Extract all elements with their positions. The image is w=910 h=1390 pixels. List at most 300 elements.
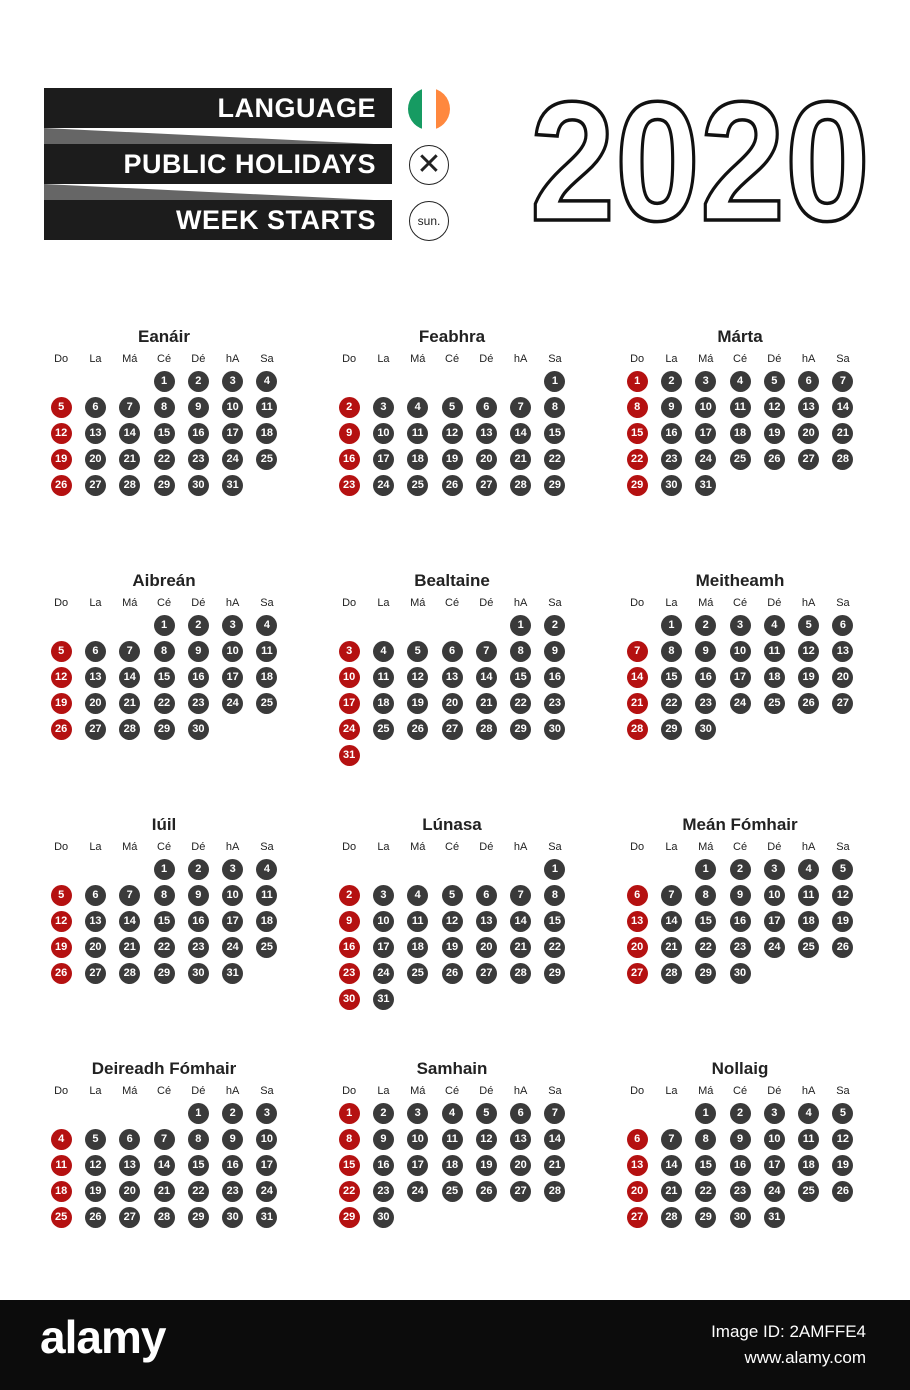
- weekday-label: Má: [122, 841, 138, 853]
- empty-cell: [78, 856, 112, 882]
- day: 13: [798, 397, 819, 418]
- day: 17: [222, 667, 243, 688]
- empty-cell: [654, 856, 688, 882]
- day: 11: [798, 1129, 819, 1150]
- day: 7: [510, 397, 531, 418]
- weekday-label: La: [665, 353, 678, 365]
- day: 20: [510, 1155, 531, 1176]
- weekday-label: Má: [122, 597, 138, 609]
- weekday-header: [44, 594, 284, 612]
- month-title: Aibreán: [132, 571, 196, 590]
- sunday-day: 24: [339, 719, 360, 740]
- sunday-day: 10: [339, 667, 360, 688]
- empty-cell: [469, 368, 503, 394]
- day: 20: [85, 937, 106, 958]
- weekday-header: [44, 1082, 284, 1100]
- day: 20: [119, 1181, 140, 1202]
- day: 1: [510, 615, 531, 636]
- day: 11: [407, 911, 428, 932]
- day: 27: [85, 719, 106, 740]
- day: 27: [85, 963, 106, 984]
- weekday-label: hA: [801, 597, 816, 609]
- day: 30: [730, 963, 751, 984]
- weekday-label: hA: [513, 1085, 528, 1097]
- day: 16: [188, 911, 209, 932]
- day: 25: [764, 693, 785, 714]
- day: 19: [85, 1181, 106, 1202]
- day: 2: [188, 371, 209, 392]
- month-title: Nollaig: [711, 1059, 769, 1078]
- month-block: [44, 570, 284, 742]
- day: 21: [661, 937, 682, 958]
- day: 18: [373, 693, 394, 714]
- day: 16: [188, 667, 209, 688]
- day: 2: [188, 615, 209, 636]
- day: 25: [730, 449, 751, 470]
- days-grid: [44, 1100, 284, 1230]
- month-title: Meán Fómhair: [682, 815, 798, 834]
- weekday-label: La: [665, 841, 678, 853]
- weekday-header: [332, 594, 572, 612]
- empty-cell: [366, 612, 400, 638]
- day: 1: [661, 615, 682, 636]
- day: 22: [661, 693, 682, 714]
- empty-cell: [44, 368, 78, 394]
- day: 30: [188, 963, 209, 984]
- day: 10: [373, 911, 394, 932]
- day: 24: [373, 963, 394, 984]
- sunday-day: 12: [51, 911, 72, 932]
- day: 14: [832, 397, 853, 418]
- day: 10: [764, 885, 785, 906]
- day: 21: [119, 693, 140, 714]
- day: 11: [256, 885, 277, 906]
- day: 6: [119, 1129, 140, 1150]
- day: 12: [798, 641, 819, 662]
- day: 23: [188, 937, 209, 958]
- day: 3: [373, 397, 394, 418]
- day: 28: [544, 1181, 565, 1202]
- day: 18: [798, 1155, 819, 1176]
- day: 18: [256, 667, 277, 688]
- day: 5: [832, 1103, 853, 1124]
- day: 28: [661, 963, 682, 984]
- weekday-label: Cé: [733, 1085, 748, 1097]
- weekday-label: hA: [513, 597, 528, 609]
- weekday-label: Dé: [479, 841, 494, 853]
- weekday-header: [620, 594, 860, 612]
- sunday-day: 11: [51, 1155, 72, 1176]
- day: 26: [476, 1181, 497, 1202]
- sunday-day: 25: [51, 1207, 72, 1228]
- weekday-label: Má: [698, 1085, 714, 1097]
- day: 5: [407, 641, 428, 662]
- weekday-header: [44, 838, 284, 856]
- day: 24: [256, 1181, 277, 1202]
- day: 4: [256, 615, 277, 636]
- month-title: Iúil: [151, 815, 177, 834]
- day: 9: [730, 885, 751, 906]
- day: 22: [154, 693, 175, 714]
- month-title: Eanáir: [138, 327, 190, 346]
- day: 11: [407, 423, 428, 444]
- day: 18: [407, 937, 428, 958]
- sunday-day: 28: [627, 719, 648, 740]
- empty-cell: [620, 1100, 654, 1126]
- day: 26: [442, 963, 463, 984]
- day: 12: [764, 397, 785, 418]
- day: 1: [544, 371, 565, 392]
- day: 29: [544, 963, 565, 984]
- day: 9: [544, 641, 565, 662]
- day: 17: [256, 1155, 277, 1176]
- weekday-label: Do: [342, 1085, 357, 1097]
- empty-cell: [78, 368, 112, 394]
- day: 22: [544, 937, 565, 958]
- days-grid: [620, 612, 860, 742]
- day: 7: [544, 1103, 565, 1124]
- empty-cell: [503, 856, 537, 882]
- day: 19: [832, 911, 853, 932]
- day: 1: [154, 615, 175, 636]
- sunday-day: 17: [339, 693, 360, 714]
- month-block: [620, 814, 860, 986]
- day: 18: [407, 449, 428, 470]
- day: 24: [407, 1181, 428, 1202]
- sunday-day: 3: [339, 641, 360, 662]
- day: 31: [222, 475, 243, 496]
- weekday-label: Do: [342, 597, 357, 609]
- weekday-label: Dé: [767, 1085, 782, 1097]
- sunday-day: 26: [51, 475, 72, 496]
- sunday-day: 27: [627, 963, 648, 984]
- day: 10: [222, 641, 243, 662]
- weekday-label: Má: [122, 353, 138, 365]
- day: 5: [476, 1103, 497, 1124]
- day: 9: [188, 885, 209, 906]
- weekday-header: [620, 838, 860, 856]
- banner-shadow: [44, 128, 374, 156]
- month-block: [332, 814, 572, 1012]
- weekday-label: Sa: [260, 353, 274, 365]
- sunday-day: 16: [339, 937, 360, 958]
- day: 18: [764, 667, 785, 688]
- weekday-label: Cé: [733, 353, 748, 365]
- day: 23: [661, 449, 682, 470]
- day: 4: [256, 371, 277, 392]
- day: 24: [222, 449, 243, 470]
- weekday-label: La: [665, 597, 678, 609]
- empty-cell: [469, 612, 503, 638]
- day: 5: [442, 885, 463, 906]
- day: 21: [154, 1181, 175, 1202]
- day: 4: [798, 1103, 819, 1124]
- day: 9: [188, 397, 209, 418]
- day: 14: [661, 1155, 682, 1176]
- month-block: [44, 1058, 284, 1230]
- site-url: www.alamy.com: [744, 1348, 866, 1367]
- day: 3: [222, 371, 243, 392]
- weekday-label: La: [89, 1085, 102, 1097]
- day: 20: [85, 449, 106, 470]
- month-title: Lúnasa: [422, 815, 482, 834]
- day: 1: [695, 859, 716, 880]
- day: 29: [510, 719, 531, 740]
- day: 19: [442, 449, 463, 470]
- day: 2: [544, 615, 565, 636]
- day: 26: [85, 1207, 106, 1228]
- weekday-label: Dé: [767, 597, 782, 609]
- day: 4: [256, 859, 277, 880]
- day: 5: [442, 397, 463, 418]
- weekday-label: Do: [630, 353, 645, 365]
- day: 30: [188, 719, 209, 740]
- day: 3: [695, 371, 716, 392]
- day: 17: [373, 937, 394, 958]
- day: 25: [256, 693, 277, 714]
- weekday-label: Dé: [767, 841, 782, 853]
- day: 15: [695, 911, 716, 932]
- day: 12: [832, 885, 853, 906]
- weekday-label: Dé: [479, 597, 494, 609]
- day: 14: [119, 911, 140, 932]
- weekday-header: [332, 350, 572, 368]
- sunday-day: 31: [339, 745, 360, 766]
- day: 11: [256, 641, 277, 662]
- weekday-label: Sa: [836, 353, 850, 365]
- day: 17: [764, 1155, 785, 1176]
- day: 27: [119, 1207, 140, 1228]
- day: 5: [85, 1129, 106, 1150]
- weekday-label: Dé: [191, 353, 206, 365]
- day: 16: [695, 667, 716, 688]
- empty-cell: [44, 1100, 78, 1126]
- empty-cell: [147, 1100, 181, 1126]
- day: 4: [407, 397, 428, 418]
- day: 8: [510, 641, 531, 662]
- day: 13: [832, 641, 853, 662]
- weekday-label: La: [665, 1085, 678, 1097]
- day: 16: [373, 1155, 394, 1176]
- banner-shadow: [44, 184, 374, 212]
- day: 23: [730, 1181, 751, 1202]
- sunday-day: 7: [627, 641, 648, 662]
- weekday-label: La: [89, 841, 102, 853]
- weekday-label: Cé: [157, 841, 172, 853]
- day: 6: [510, 1103, 531, 1124]
- day: 21: [544, 1155, 565, 1176]
- day: 25: [256, 937, 277, 958]
- weekday-label: Cé: [157, 597, 172, 609]
- day: 13: [510, 1129, 531, 1150]
- month-block: [332, 570, 572, 768]
- day: 15: [544, 911, 565, 932]
- day: 28: [510, 963, 531, 984]
- day: 5: [832, 859, 853, 880]
- day: 11: [798, 885, 819, 906]
- day: 19: [442, 937, 463, 958]
- weekday-label: Má: [410, 597, 426, 609]
- sunday-day: 22: [627, 449, 648, 470]
- weekday-header: [620, 350, 860, 368]
- day: 13: [442, 667, 463, 688]
- day: 31: [695, 475, 716, 496]
- empty-cell: [469, 856, 503, 882]
- days-grid: [332, 368, 572, 498]
- month-block: [620, 326, 860, 498]
- day: 3: [373, 885, 394, 906]
- empty-cell: [113, 612, 147, 638]
- day: 3: [730, 615, 751, 636]
- day: 28: [119, 475, 140, 496]
- day: 15: [154, 667, 175, 688]
- day: 10: [764, 1129, 785, 1150]
- weekday-label: Má: [410, 353, 426, 365]
- day: 21: [832, 423, 853, 444]
- days-grid: [44, 368, 284, 498]
- empty-cell: [401, 368, 435, 394]
- day: 30: [222, 1207, 243, 1228]
- day: 24: [764, 937, 785, 958]
- weekday-label: Dé: [479, 1085, 494, 1097]
- sunday-day: 2: [339, 397, 360, 418]
- empty-cell: [113, 1100, 147, 1126]
- weekday-label: Dé: [479, 353, 494, 365]
- day: 17: [730, 667, 751, 688]
- month-title: Bealtaine: [414, 571, 490, 590]
- day: 13: [119, 1155, 140, 1176]
- day: 13: [85, 667, 106, 688]
- sunday-day: 20: [627, 937, 648, 958]
- day: 28: [119, 719, 140, 740]
- day: 2: [222, 1103, 243, 1124]
- sunday-day: 5: [51, 397, 72, 418]
- day: 26: [798, 693, 819, 714]
- day: 29: [154, 719, 175, 740]
- weekday-label: Sa: [260, 1085, 274, 1097]
- day: 21: [476, 693, 497, 714]
- day: 7: [119, 397, 140, 418]
- month-block: [620, 570, 860, 742]
- day: 4: [407, 885, 428, 906]
- image-id: Image ID: 2AMFFE4: [711, 1322, 866, 1341]
- month-block: [44, 814, 284, 986]
- day: 6: [798, 371, 819, 392]
- month-title: Meitheamh: [695, 571, 785, 590]
- day: 4: [798, 859, 819, 880]
- weekday-label: Sa: [260, 841, 274, 853]
- days-grid: [44, 856, 284, 986]
- empty-cell: [332, 856, 366, 882]
- day: 30: [373, 1207, 394, 1228]
- day: 3: [256, 1103, 277, 1124]
- day: 20: [476, 449, 497, 470]
- sunday-day: 13: [627, 1155, 648, 1176]
- day: 26: [832, 937, 853, 958]
- day: 16: [188, 423, 209, 444]
- sunday-day: 5: [51, 641, 72, 662]
- weekday-label: Cé: [733, 841, 748, 853]
- day: 21: [510, 937, 531, 958]
- day: 29: [661, 719, 682, 740]
- empty-cell: [435, 368, 469, 394]
- day: 4: [764, 615, 785, 636]
- ireland-flag-icon: [408, 88, 450, 130]
- day: 25: [373, 719, 394, 740]
- day: 8: [695, 1129, 716, 1150]
- day: 27: [510, 1181, 531, 1202]
- weekday-label: Sa: [836, 597, 850, 609]
- day: 16: [544, 667, 565, 688]
- weekday-label: Dé: [767, 353, 782, 365]
- weekday-label: La: [377, 597, 390, 609]
- weekday-label: Má: [698, 597, 714, 609]
- weekday-label: Do: [630, 597, 645, 609]
- day: 14: [510, 911, 531, 932]
- day: 25: [256, 449, 277, 470]
- day: 23: [544, 693, 565, 714]
- day: 30: [188, 475, 209, 496]
- day: 8: [188, 1129, 209, 1150]
- day: 26: [442, 475, 463, 496]
- day: 22: [695, 937, 716, 958]
- day: 22: [510, 693, 531, 714]
- day: 14: [544, 1129, 565, 1150]
- weekday-label: Cé: [445, 841, 460, 853]
- empty-cell: [113, 856, 147, 882]
- day: 15: [661, 667, 682, 688]
- empty-cell: [113, 368, 147, 394]
- year-heading: [520, 82, 880, 232]
- day: 25: [407, 475, 428, 496]
- day: 3: [407, 1103, 428, 1124]
- weekday-label: Má: [410, 1085, 426, 1097]
- sunday-day: 19: [51, 449, 72, 470]
- sunday-day: 26: [51, 963, 72, 984]
- day: 27: [85, 475, 106, 496]
- day: 20: [798, 423, 819, 444]
- sunday-day: 2: [339, 885, 360, 906]
- day: 10: [373, 423, 394, 444]
- day: 29: [188, 1207, 209, 1228]
- day: 28: [119, 963, 140, 984]
- sunday-day: 14: [627, 667, 648, 688]
- empty-cell: [44, 612, 78, 638]
- day: 12: [407, 667, 428, 688]
- empty-cell: [503, 368, 537, 394]
- day: 29: [695, 963, 716, 984]
- weekday-label: Do: [54, 841, 69, 853]
- day: 21: [119, 937, 140, 958]
- day: 18: [256, 911, 277, 932]
- empty-cell: [401, 856, 435, 882]
- day: 10: [730, 641, 751, 662]
- day: 25: [407, 963, 428, 984]
- weekday-label: Cé: [157, 1085, 172, 1097]
- sunday-day: 15: [339, 1155, 360, 1176]
- day: 13: [476, 911, 497, 932]
- day: 12: [442, 423, 463, 444]
- sunday-day: 22: [339, 1181, 360, 1202]
- day: 30: [544, 719, 565, 740]
- weekday-label: Cé: [445, 1085, 460, 1097]
- weekday-label: hA: [225, 841, 240, 853]
- weekday-label: Do: [54, 353, 69, 365]
- day: 24: [730, 693, 751, 714]
- day: 20: [832, 667, 853, 688]
- day: 12: [476, 1129, 497, 1150]
- sunday-day: 1: [627, 371, 648, 392]
